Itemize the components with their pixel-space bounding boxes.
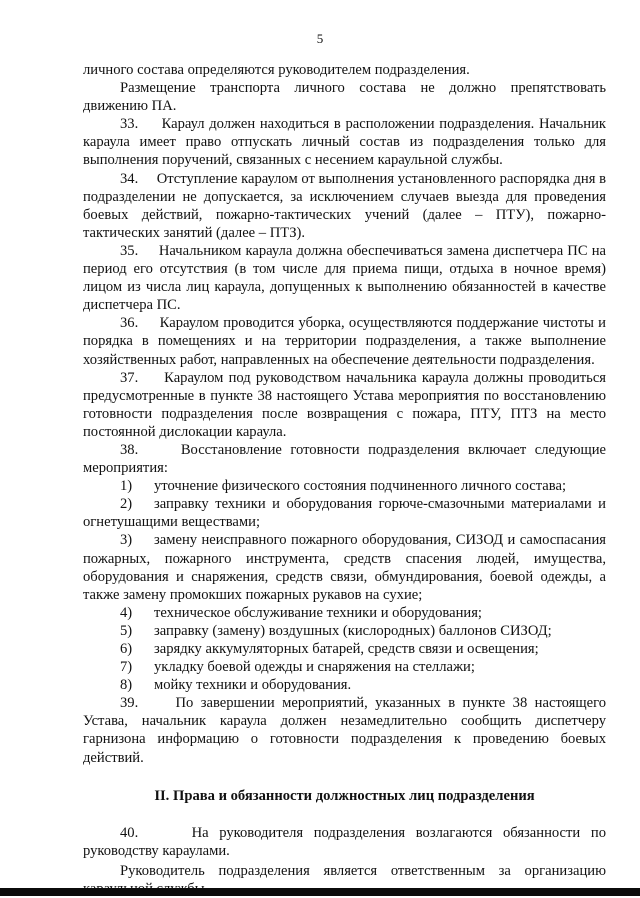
document-body (83, 61, 606, 898)
paragraph-37 (83, 369, 606, 441)
paragraph-text: Караулом под руководством начальника караула должны проводиться предусмотренные в пункте 38 настоящего Устава мероприятия по восстановлению готовности подразделения после возвращения с пожара, ПТУ, ПТЗ на место постоянной дислокации караула. (83, 369, 607, 440)
paragraph-39 (83, 694, 606, 766)
list-item (83, 640, 606, 658)
list-item-number: 8) (120, 677, 133, 694)
paragraph-text: Начальником караула должна обеспечиваться замена диспетчера ПС на период его отсутствия (в том числе для приема пищи, отдыха в ночное время) лицом из числа лиц караула, допущенных к выполнению обязанностей в качестве диспетчера ПС. (83, 242, 606, 314)
list-item-number: 1) (120, 478, 133, 495)
paragraph-number: 39. (120, 695, 139, 712)
paragraph-transport: Размещение транспорта личного состава не должно препятствовать движению ПА. (83, 80, 606, 115)
list-item-number: 6) (120, 641, 133, 657)
paragraph-number: 37. (120, 369, 139, 386)
paragraph-36 (83, 314, 606, 368)
list-item (83, 477, 606, 495)
list-item-number: 2) (120, 496, 133, 513)
list-item-text: замену неисправного пожарного оборудования, СИЗОД и самоспасания пожарных, пожарного инструмента, средств спасения людей, имущества, оборудования и снаряжения, средств связи, обмундирования, боевой одежды, а также замену промокших пожарных рукавов на сухие; (83, 532, 606, 603)
list-item-text: заправку техники и оборудования горюче-смазочными материалами и огнетушащими веществами; (83, 496, 606, 531)
scan-edge (0, 888, 640, 896)
paragraph-text: Восстановление готовности подразделения включает следующие мероприятия: (83, 441, 606, 477)
paragraph-number: 34. (120, 170, 139, 187)
list-item (83, 676, 606, 694)
paragraph-35 (83, 242, 606, 314)
list-item-text: техническое обслуживание техники и оборудования; (154, 604, 482, 621)
list-item-number: 5) (120, 622, 133, 639)
paragraph-continuation: личного состава определяются руководителем подразделения. (83, 62, 470, 78)
paragraph-number: 33. (120, 116, 139, 133)
paragraph-34 (83, 170, 606, 242)
paragraph-38 (83, 441, 606, 477)
list-item-text: уточнение физического состояния подчиненного личного состава; (154, 478, 567, 495)
list-item-number: 7) (120, 659, 133, 676)
list-item-number: 4) (120, 604, 133, 621)
list-item-text: заправку (замену) воздушных (кислородных) баллонов СИЗОД; (154, 622, 552, 639)
page-number: 5 (316, 31, 324, 46)
list-item (83, 622, 606, 640)
list-item-text: укладку боевой одежды и снаряжения на стеллажи; (154, 659, 475, 676)
paragraph-text: На руководителя подразделения возлагаются обязанности по руководству караулами. (83, 824, 606, 859)
list-item (83, 658, 606, 676)
paragraph-number: 40. (120, 824, 139, 841)
paragraph-33 (83, 115, 606, 169)
paragraph-text: Караулом проводится уборка, осуществляются поддержание чистоты и порядка в помещениях и на территории подразделения, а также выполнение хозяйственных работ, направленных на обеспечение деятельности подразделения. (83, 315, 606, 368)
list-item (83, 495, 606, 531)
list-item-text: мойку техники и оборудования. (154, 677, 352, 694)
list-item (83, 531, 606, 603)
paragraph-number: 38. (120, 441, 139, 458)
section-title: II. Права и обязанности должностных лиц подразделения (154, 787, 535, 804)
list-item-number: 3) (120, 532, 133, 549)
paragraph-number: 36. (120, 315, 139, 332)
paragraph-text: По завершении мероприятий, указанных в пункте 38 настоящего Устава, начальник караула должен незамедлительно сообщить диспетчеру гарнизона информацию о готовности подразделения к проведению боевых действий. (83, 695, 606, 766)
list-item (83, 604, 606, 622)
list-item-text: зарядку аккумуляторных батарей, средств связи и освещения; (154, 641, 539, 657)
paragraph-number: 35. (120, 242, 139, 259)
paragraph-text: Отступление караулом от выполнения установленного распорядка дня в подразделении не допускается, за исключением случаев выезда для проведения боевых действий, пожарно-тактических учений (далее – ПТУ), пожарно-тактических занятий (далее – ПТЗ). (83, 170, 606, 241)
paragraph-text: Караул должен находиться в расположении подразделения. Начальник караула имеет право отпускать личный состав из подразделения только для выполнения поручений, связанных с несением караульной службы. (83, 116, 606, 169)
paragraph-last: Руководитель подразделения является ответственным за организацию (120, 862, 606, 879)
paragraph-40 (83, 824, 606, 860)
